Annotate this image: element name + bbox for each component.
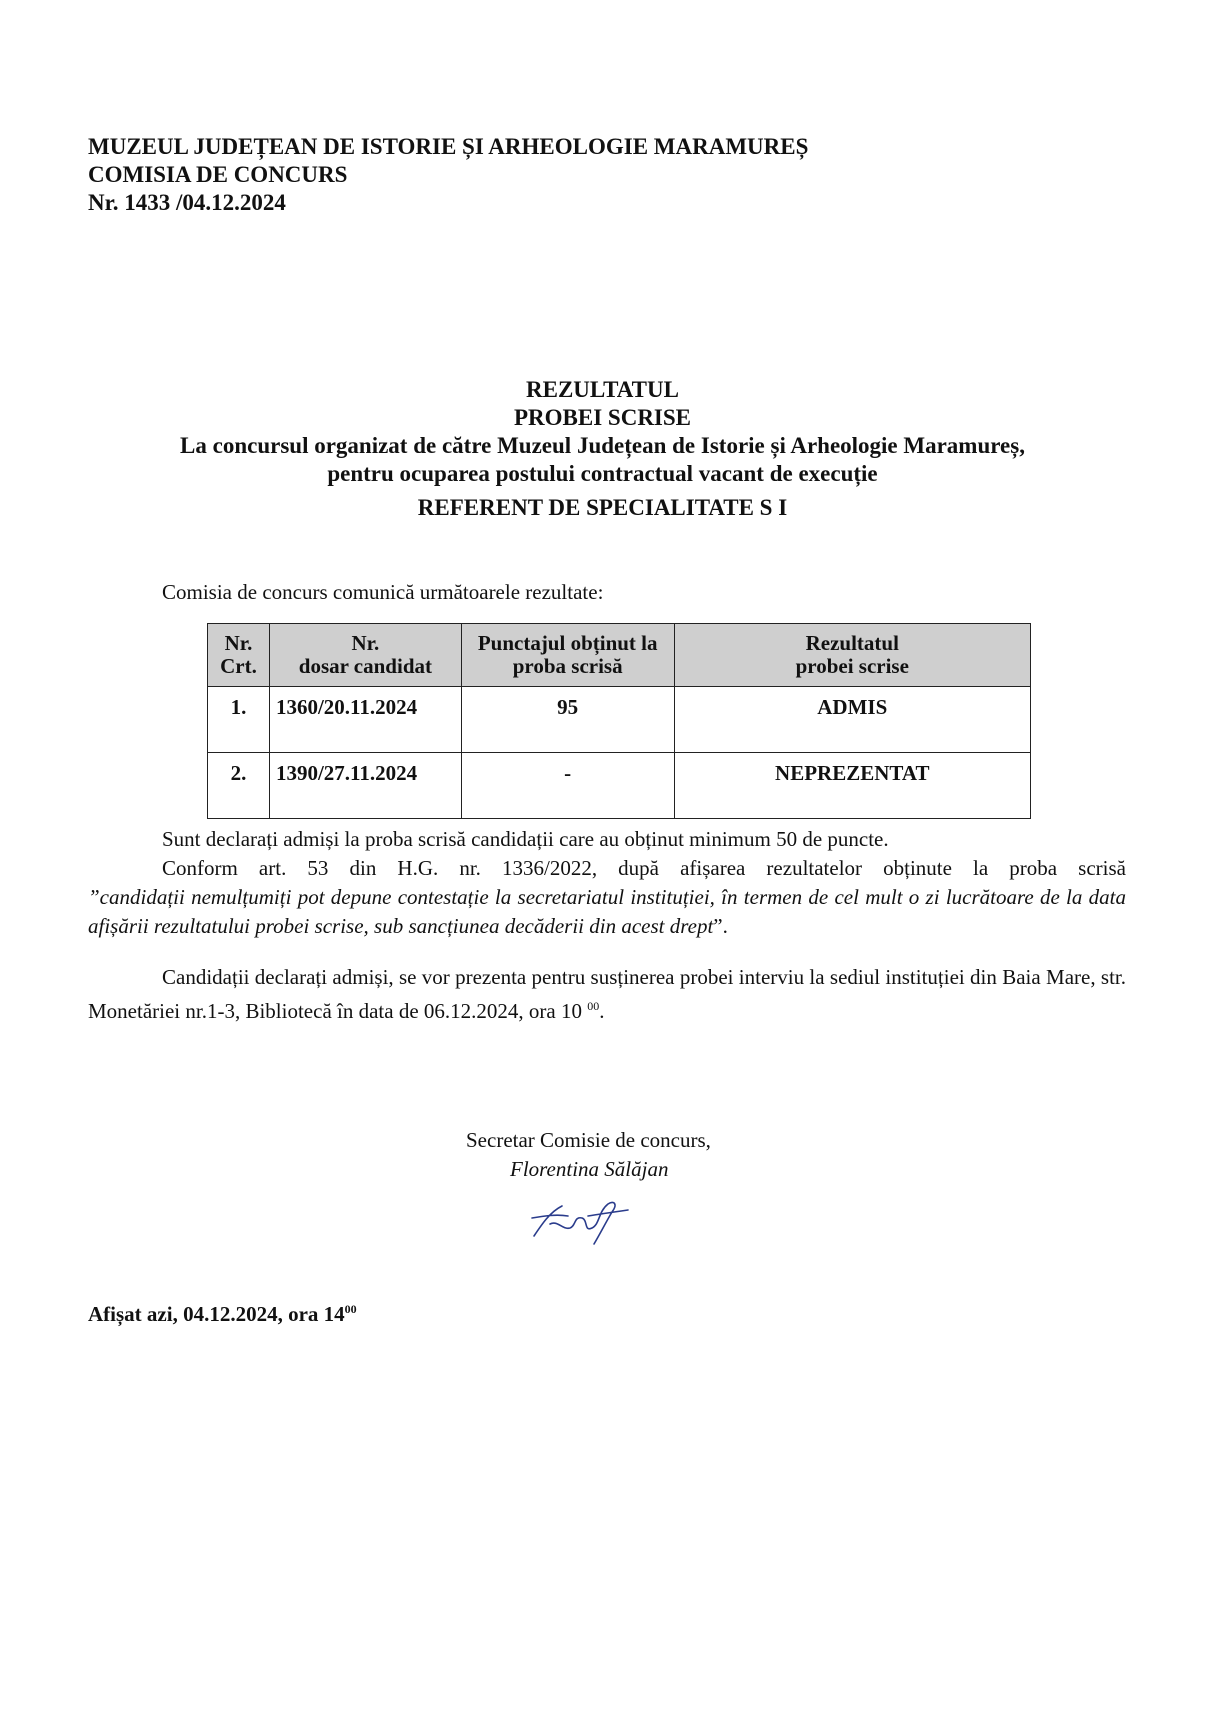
appeal-quote: ”candidații nemulțumiți pot depune contestație la secretariatul instituției, în termen de cel mult o zi lucrătoare de la data afișării rezultatului probei scrise, sub sancțiunea decăderii din acest drept bbox=[88, 885, 1126, 938]
table-row bbox=[208, 687, 1031, 753]
title-line-1: REZULTATUL bbox=[526, 377, 679, 402]
posted-text: Afișat azi, 04.12.2024, ora 14 bbox=[88, 1302, 345, 1326]
results-table bbox=[207, 623, 1031, 819]
table-row bbox=[208, 753, 1031, 819]
title-line-3: La concursul organizat de către Muzeul Județean de Istorie și Arheologie Maramureș, bbox=[180, 433, 1025, 458]
row-rezultat: ADMIS bbox=[674, 687, 1030, 753]
posted-time-sup: 00 bbox=[344, 1302, 357, 1316]
signature-block bbox=[466, 1126, 711, 1184]
admission-criteria: Sunt declarați admiși la proba scrisă candidații care au obținut minimum 50 de puncte. bbox=[162, 827, 889, 851]
registration-number: Nr. 1433 /04.12.2024 bbox=[88, 190, 286, 215]
row-punctaj: 95 bbox=[461, 687, 674, 753]
document-header bbox=[88, 133, 808, 217]
table-header-row bbox=[208, 624, 1031, 687]
intro-text: Comisia de concurs comunică următoarele rezultate: bbox=[162, 580, 604, 604]
appeal-end: ”. bbox=[713, 914, 728, 938]
document-title bbox=[0, 376, 1205, 522]
row-dosar: 1360/20.11.2024 bbox=[269, 687, 461, 753]
appeal-paragraph bbox=[88, 854, 1126, 941]
handwritten-signature bbox=[528, 1194, 638, 1250]
commission-name: COMISIA DE CONCURS bbox=[88, 162, 348, 187]
interview-end: . bbox=[599, 999, 605, 1023]
row-nr: 1. bbox=[208, 687, 270, 753]
header-rezultat: Rezultatul probei scrise bbox=[674, 624, 1030, 687]
header-nr-crt: Nr. Crt. bbox=[208, 624, 270, 687]
interview-text: Candidații declarați admiși, se vor prezenta pentru susținerea probei interviu la sediul instituției din Baia Mare, str. Monetăriei nr.1-3, Bibliotecă în data de 06.12.2024, ora 10 bbox=[88, 965, 1126, 1023]
signer-role: Secretar Comisie de concurs, bbox=[466, 1128, 711, 1152]
position-name: REFERENT DE SPECIALITATE S I bbox=[417, 495, 788, 520]
appeal-lead: Conform art. 53 din H.G. nr. 1336/2022, după afișarea rezultatelor obținute la proba scrisă bbox=[162, 856, 1126, 880]
signer-name: Florentina Sălăjan bbox=[510, 1157, 669, 1181]
header-punctaj: Punctajul obținut la proba scrisă bbox=[461, 624, 674, 687]
interview-time-sup: 00 bbox=[587, 999, 600, 1013]
row-punctaj: - bbox=[461, 753, 674, 819]
header-dosar: Nr. dosar candidat bbox=[269, 624, 461, 687]
title-line-2: PROBEI SCRISE bbox=[513, 405, 692, 430]
title-line-4: pentru ocuparea postului contractual vacant de execuție bbox=[327, 461, 878, 486]
institution-name: MUZEUL JUDEȚEAN DE ISTORIE ȘI ARHEOLOGIE MARAMUREȘ bbox=[88, 134, 809, 159]
row-nr: 2. bbox=[208, 753, 270, 819]
row-dosar: 1390/27.11.2024 bbox=[269, 753, 461, 819]
row-rezultat: NEPREZENTAT bbox=[674, 753, 1030, 819]
interview-paragraph bbox=[88, 963, 1126, 1026]
posted-date bbox=[88, 1302, 357, 1327]
